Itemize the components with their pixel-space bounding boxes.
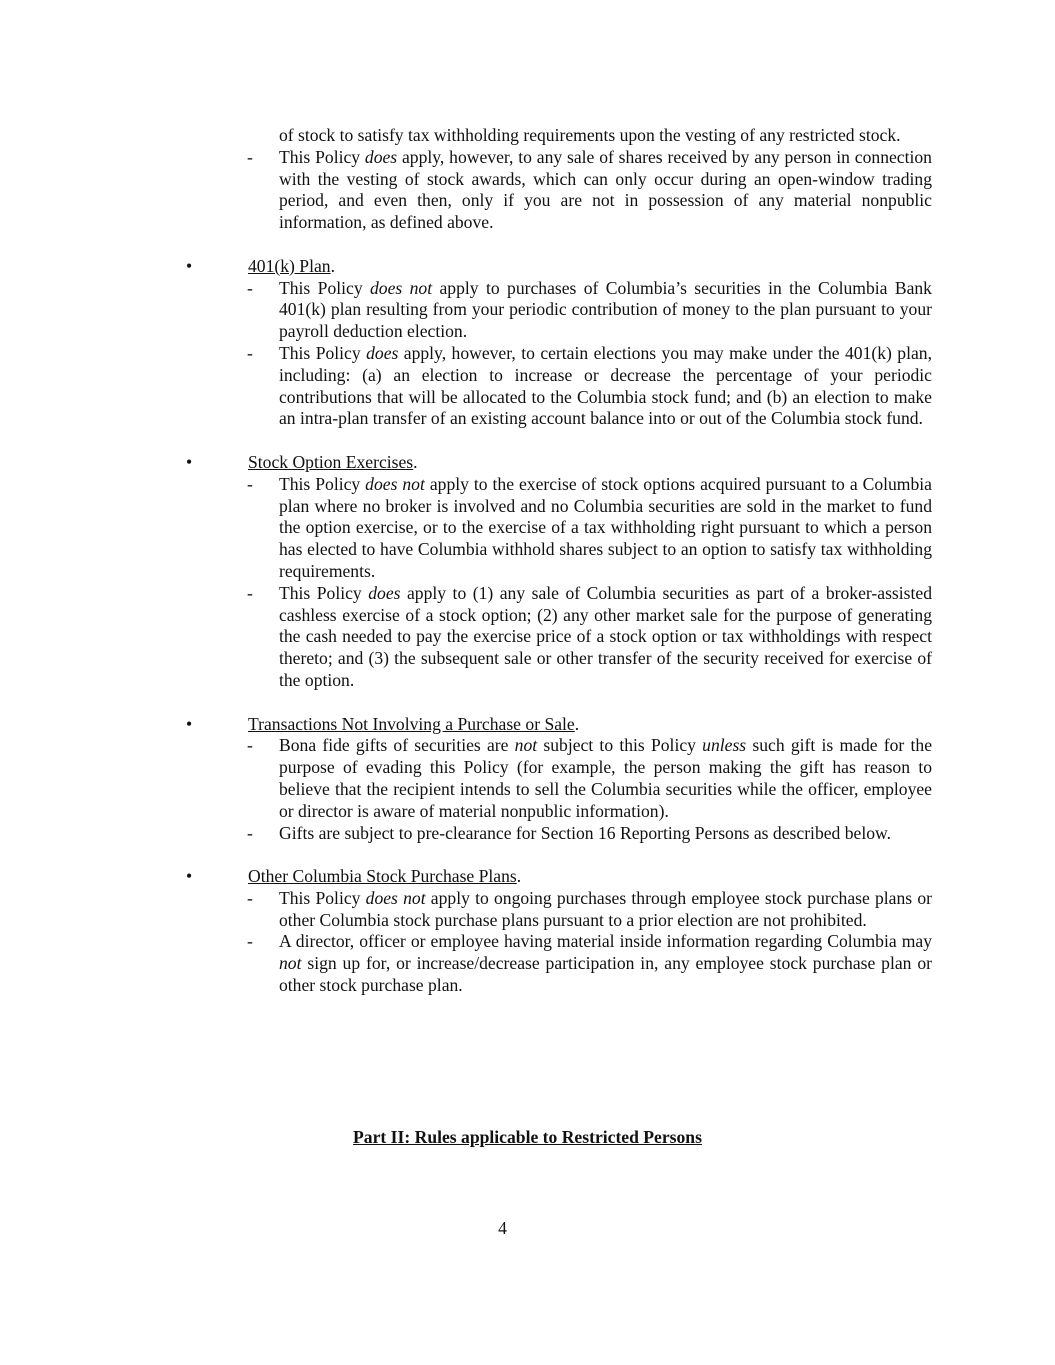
emphasis: does xyxy=(364,146,398,167)
heading-text: Transactions Not Involving a Purchase or Sale xyxy=(248,713,575,734)
section-heading xyxy=(248,256,335,278)
list-item xyxy=(247,277,932,343)
emphasis: does not xyxy=(365,473,425,494)
item-text: sign up for, or increase/decrease participation in, any employee stock purchase plan or other stock purchase plan. xyxy=(279,953,932,996)
emphasis: does xyxy=(368,582,401,603)
item-text: A director, officer or employee having material inside information regarding Columbia may xyxy=(279,931,932,952)
dash-marker: - xyxy=(247,277,253,298)
list-item xyxy=(247,146,932,234)
item-text: such gift is made for the purpose of evading this Policy (for example, the person making the gift has reason to believe that the recipient intends to sell the Columbia securities while the officer, employee or director is aware of material nonpublic information). xyxy=(279,735,933,821)
section-heading xyxy=(248,714,579,736)
section-heading-row xyxy=(0,452,1055,474)
dash-marker: - xyxy=(247,735,253,756)
dash-marker: - xyxy=(247,146,253,167)
dash-marker: - xyxy=(247,887,253,908)
emphasis: unless xyxy=(702,735,747,756)
section-heading-row xyxy=(0,866,1055,888)
dash-marker: - xyxy=(247,473,253,494)
heading-text: 401(k) Plan xyxy=(248,255,331,276)
item-text: This Policy xyxy=(279,887,366,908)
item-text: apply to the exercise of stock options acquired pursuant to a Columbia plan where no broker is involved and no Columbia securities are sold in the market to fund the option exercise, or to the exercise of a tax withholding right pursuant to which a person has elected to have Columbia withhold shares subject to an option to satisfy tax withholding requirements. xyxy=(279,473,932,581)
section-heading xyxy=(248,866,521,888)
list-item xyxy=(247,931,932,996)
document-body xyxy=(0,125,1055,997)
list-item xyxy=(247,342,932,430)
list-item xyxy=(247,735,933,822)
bullet-marker: • xyxy=(186,451,193,472)
section-heading xyxy=(248,452,418,474)
section-stock-option-exercises xyxy=(0,452,1055,692)
page-number: 4 xyxy=(498,1218,507,1238)
item-text: apply to ongoing purchases through employee stock purchase plans or other Columbia stock purchase plans pursuant to a prior election are not prohibited. xyxy=(279,887,932,930)
item-text: This Policy xyxy=(279,277,370,298)
list-item xyxy=(247,822,932,845)
section-heading-row xyxy=(0,714,1055,736)
item-text: Gifts are subject to pre-clearance for Section 16 Reporting Persons as described below. xyxy=(279,822,891,843)
item-text: This Policy xyxy=(279,582,369,603)
dash-marker: - xyxy=(247,582,253,603)
section-other-columbia-stock-purchase-plans xyxy=(0,866,1055,997)
dash-marker: - xyxy=(247,342,253,363)
dash-marker: - xyxy=(247,931,253,952)
heading-text: Stock Option Exercises xyxy=(248,451,414,472)
heading-suffix: . xyxy=(413,451,418,472)
item-text: apply, however, to certain elections you may make under the 401(k) plan, including: (a) an election to increase or decrease the percentage of your periodic contributions that will be allocated to the Columbia stock fund; and (b) an election to make an intra-plan transfer of an existing account balance into or out of the Columbia stock fund. xyxy=(279,342,932,429)
dash-marker: - xyxy=(247,822,253,843)
continued-paragraph: of stock to satisfy tax withholding requirements upon the vesting of any restricted stock. xyxy=(279,125,901,145)
item-text: subject to this Policy xyxy=(537,735,703,756)
item-text: This Policy xyxy=(279,473,366,494)
heading-suffix: . xyxy=(330,255,335,276)
bullet-marker: • xyxy=(186,713,193,734)
bullet-marker: • xyxy=(186,255,193,276)
section-transactions-not-involving-purchase-or-sale xyxy=(0,714,1055,845)
item-text: apply to (1) any sale of Columbia securities as part of a broker-assisted cashless exercise of a stock option; (2) any other market sale for the purpose of generating the cash needed to pay the exercise price of a stock option or tax withholdings with respect thereto; and (3) the subsequent sale or other transfer of the security received for exercise of the option. xyxy=(279,582,933,690)
emphasis: not xyxy=(279,953,302,974)
bullet-marker: • xyxy=(186,866,193,887)
list-item xyxy=(247,582,933,692)
emphasis: not xyxy=(514,735,538,756)
emphasis: does not xyxy=(365,887,426,908)
emphasis: does xyxy=(366,342,399,363)
item-text: This Policy xyxy=(279,146,365,167)
list-item xyxy=(247,473,932,583)
heading-suffix: . xyxy=(574,713,580,734)
heading-text: Other Columbia Stock Purchase Plans xyxy=(248,866,517,887)
list-item xyxy=(247,887,932,932)
part-title: Part II: Rules applicable to Restricted Persons xyxy=(353,1127,702,1147)
item-text: This Policy xyxy=(279,342,367,363)
item-text: apply, however, to any sale of shares received by any person in connection with the vesting of stock awards, which can only occur during an open-window trading period, and even then, only if you are not in possession of any material nonpublic information, as defined above. xyxy=(279,146,932,233)
section-heading-row xyxy=(0,256,1055,278)
section-401k-plan xyxy=(0,256,1055,430)
emphasis: does not xyxy=(370,277,433,298)
item-text: apply to purchases of Columbia’s securities in the Columbia Bank 401(k) plan resulting from your periodic contribution of money to the plan pursuant to your payroll deduction election. xyxy=(279,277,932,342)
item-text: Bona fide gifts of securities are xyxy=(279,735,515,756)
heading-suffix: . xyxy=(516,866,522,887)
